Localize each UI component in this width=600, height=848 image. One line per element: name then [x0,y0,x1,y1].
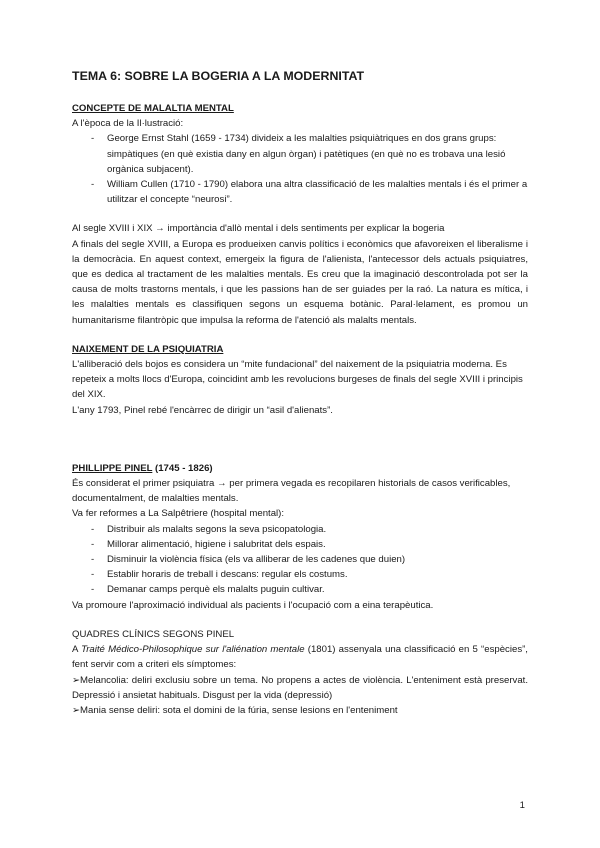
document-page [72,68,528,718]
list-item: - Millorar alimentació, higiene i salubritat dels espais. [72,537,528,552]
paragraph: L'any 1793, Pinel rebé l'encàrrec de dirigir un “asil d'alienats”. [72,404,333,416]
list-item: - William Cullen (1710 - 1790) elabora una altra classificació de les malalties mentals i és el primer a utilitzar el concepte “neurosi”. [72,177,528,207]
section-heading-pinel [72,461,528,476]
list-item: - Disminuir la violència física (els va alliberar de les cadenes que duien) [72,552,528,567]
list-item: - George Ernst Stahl (1659 - 1734) divideix a les malalties psiquiàtriques en dos grans grups: simpàtiques (en què existia dany en algun òrgan) i patètiques (en què no es trobava una lesió orgànica subjacent). [72,131,528,177]
paragraph: L'alliberació dels bojos es considera un “mite fundacional” del naixement de la psiquiatria moderna. Es repeteix a molts llocs d'Europa, coincidint amb les revolucions burgeses de finals del segle XVIII i principis del XIX. [72,359,523,401]
bullet-list [72,131,528,207]
paragraph: Va fer reformes a La Salpêtriere (hospital mental): [72,508,285,520]
pinel-dates: (1745 - 1826) [152,462,213,474]
paragraph: ➢Melancolia: deliri exclusiu sobre un tema. No propens a actes de violència. L'enteniment està preservat. Depressió i ansietat habituals. Disgust per la vida (depressió) [72,674,528,701]
paragraph: Va promoure l'aproximació individual als pacients i l'ocupació com a eina terapèutica. [72,599,434,611]
page-number: 1 [519,800,525,811]
paragraph: A l'època de la Il·lustració: [72,118,184,130]
list-item: - Distribuir als malalts segons la seva psicopatologia. [72,522,528,537]
paragraph: A finals del segle XVIII, a Europa es produeixen canvis polítics i econòmics que afavoreixen el liberalisme i la democràcia. En aquest context, emergeix la figura de l'alienista, l'antecessor dels actuals psiquiatres, que es dedica al tractament de les malalties mentals. Es creu que la imaginació descontrolada pot ser la causa de molts trastorns mentals, i que les passions han de ser guiades per la raó. La natura es mítica, i les malalties mentals es classifiquen segons un esquema botànic. Paral·lelament, es promou un humanitarisme filantròpic que impulsa la reforma de l'atenció als malalts mentals. [72,238,528,326]
paragraph: A Traité Médico-Philosophique sur l'aliénation mentale (1801) assenyala una classificació en 5 “espècies”, fent servir com a criteri els símptomes: [72,644,528,671]
section-heading-quadres: QUADRES CLÍNICS SEGONS PINEL [72,628,235,640]
section-heading-naixement: NAIXEMENT DE LA PSIQUIATRIA [72,343,224,355]
pinel-name: PHILLIPPE PINEL [72,462,153,474]
book-title: Traité Médico-Philosophique sur l'aliénation mentale [81,644,305,656]
list-item: - Demanar camps perquè els malalts puguin cultivar. [72,582,528,597]
bullet-list [72,522,528,598]
paragraph: És considerat el primer psiquiatra → per primera vegada es recopilaren historials de casos verificables, documentalment, de malalties mentals. [72,478,511,505]
paragraph: ➢Mania sense deliri: sota el domini de la fúria, sense lesions en l'enteniment [72,704,398,716]
document-title: TEMA 6: SOBRE LA BOGERIA A LA MODERNITAT [72,69,365,83]
section-heading-concepte: CONCEPTE DE MALALTIA MENTAL [72,103,234,114]
paragraph: Al segle XVIII i XIX → importància d'allò mental i dels sentiments per explicar la bogeria [72,223,445,235]
list-item: - Establir horaris de treball i descans: regular els costums. [72,567,528,582]
